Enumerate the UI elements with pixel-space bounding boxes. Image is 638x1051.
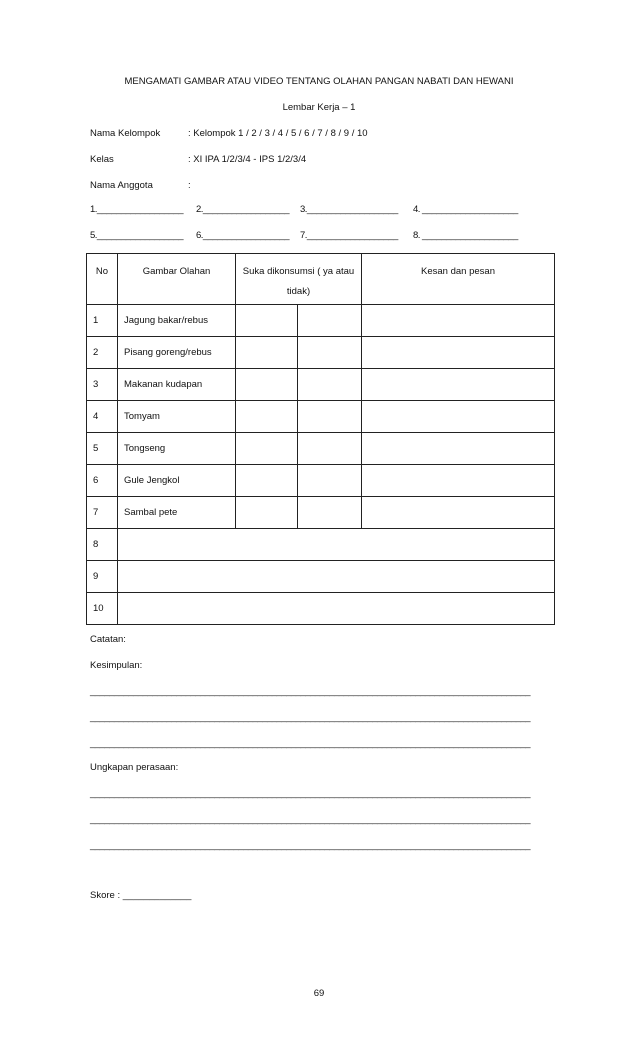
liked-yes-cell[interactable]	[236, 433, 298, 465]
member-field-8: 8. ____________________	[413, 230, 518, 241]
row-dish: Jagung bakar/rebus	[118, 305, 236, 337]
table-row	[87, 337, 555, 369]
header-liked: Suka dikonsumsi ( ya atau tidak)	[236, 254, 362, 305]
liked-yes-cell[interactable]	[236, 497, 298, 529]
liked-yes-cell[interactable]	[236, 465, 298, 497]
row-no: 4	[87, 401, 118, 433]
row-dish: Sambal pete	[118, 497, 236, 529]
row-dish: Tomyam	[118, 401, 236, 433]
row-no: 1	[87, 305, 118, 337]
table-row	[87, 369, 555, 401]
liked-no-cell[interactable]	[298, 465, 362, 497]
worksheet-table	[86, 253, 555, 625]
conclusion-line-1[interactable]: ____________________________________________________________________________________________	[90, 686, 531, 697]
table-row	[87, 465, 555, 497]
table-row	[87, 561, 555, 593]
member-field-3: 3.___________________	[300, 204, 398, 215]
row-no: 2	[87, 337, 118, 369]
expression-label: Ungkapan perasaan:	[90, 762, 179, 773]
liked-no-cell[interactable]	[298, 497, 362, 529]
row-dish: Gule Jengkol	[118, 465, 236, 497]
member-field-7: 7.___________________	[300, 230, 398, 241]
group-name-label: Nama Kelompok	[90, 128, 161, 139]
page-number: 69	[313, 988, 325, 999]
liked-no-cell[interactable]	[298, 401, 362, 433]
conclusion-line-2[interactable]: ____________________________________________________________________________________________	[90, 712, 531, 723]
conclusion-label: Kesimpulan:	[90, 660, 143, 671]
impression-cell[interactable]	[362, 433, 555, 465]
row-no: 8	[87, 529, 118, 561]
row-no: 9	[87, 561, 118, 593]
member-field-1: 1.__________________	[90, 204, 184, 215]
table-header-row	[87, 254, 555, 305]
table-row	[87, 593, 555, 625]
liked-yes-cell[interactable]	[236, 305, 298, 337]
expression-line-2[interactable]: ____________________________________________________________________________________________	[90, 814, 531, 825]
liked-yes-cell[interactable]	[236, 401, 298, 433]
member-field-6: 6.__________________	[196, 230, 290, 241]
member-field-2: 2.__________________	[196, 204, 290, 215]
expression-line-3[interactable]: ____________________________________________________________________________________________	[90, 840, 531, 851]
member-field-5: 5.__________________	[90, 230, 184, 241]
members-label: Nama Anggota	[90, 180, 153, 191]
table-row	[87, 401, 555, 433]
liked-yes-cell[interactable]	[236, 369, 298, 401]
table-row	[87, 497, 555, 529]
header-dish: Gambar Olahan	[118, 254, 236, 305]
row-no: 7	[87, 497, 118, 529]
impression-cell[interactable]	[362, 369, 555, 401]
row-no: 6	[87, 465, 118, 497]
liked-no-cell[interactable]	[298, 369, 362, 401]
header-impression: Kesan dan pesan	[362, 254, 555, 305]
liked-no-cell[interactable]	[298, 305, 362, 337]
member-field-4: 4. ____________________	[413, 204, 518, 215]
members-value: :	[188, 180, 191, 191]
score-field[interactable]: Skore : _____________	[90, 890, 192, 901]
liked-no-cell[interactable]	[298, 337, 362, 369]
row-dish: Tongseng	[118, 433, 236, 465]
row-no: 5	[87, 433, 118, 465]
table-row	[87, 529, 555, 561]
impression-cell[interactable]	[362, 305, 555, 337]
page-subtitle: Lembar Kerja – 1	[282, 102, 356, 113]
empty-row-area[interactable]	[118, 561, 555, 593]
conclusion-line-3[interactable]: ____________________________________________________________________________________________	[90, 738, 531, 749]
impression-cell[interactable]	[362, 401, 555, 433]
row-no: 3	[87, 369, 118, 401]
impression-cell[interactable]	[362, 497, 555, 529]
class-value: : XI IPA 1/2/3/4 - IPS 1/2/3/4	[188, 154, 307, 165]
impression-cell[interactable]	[362, 465, 555, 497]
header-no: No	[87, 254, 118, 305]
table-row	[87, 433, 555, 465]
empty-row-area[interactable]	[118, 529, 555, 561]
class-label: Kelas	[90, 154, 114, 165]
notes-label: Catatan:	[90, 634, 126, 645]
empty-row-area[interactable]	[118, 593, 555, 625]
row-no: 10	[87, 593, 118, 625]
expression-line-1[interactable]: ____________________________________________________________________________________________	[90, 788, 531, 799]
impression-cell[interactable]	[362, 337, 555, 369]
table-row	[87, 305, 555, 337]
liked-no-cell[interactable]	[298, 433, 362, 465]
page-title: MENGAMATI GAMBAR ATAU VIDEO TENTANG OLAHAN PANGAN NABATI DAN HEWANI	[124, 76, 514, 87]
liked-yes-cell[interactable]	[236, 337, 298, 369]
group-name-value: : Kelompok 1 / 2 / 3 / 4 / 5 / 6 / 7 / 8 / 9 / 10	[188, 128, 368, 139]
row-dish: Makanan kudapan	[118, 369, 236, 401]
row-dish: Pisang goreng/rebus	[118, 337, 236, 369]
